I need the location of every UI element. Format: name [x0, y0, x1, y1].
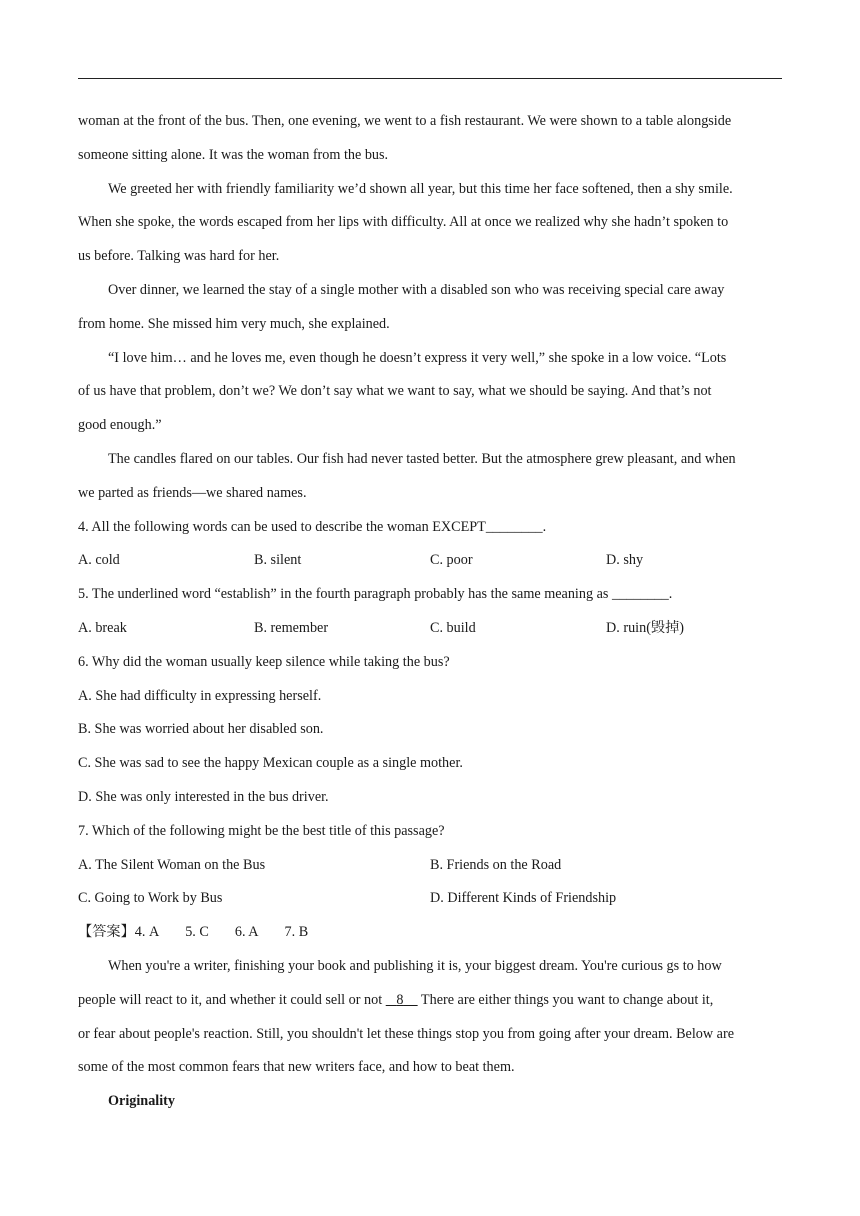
question-5	[78, 578, 784, 646]
text-line: Over dinner, we learned the stay of a single mother with a disabled son who was receiving special care away	[108, 281, 725, 298]
text-line: woman at the front of the bus. Then, one evening, we went to a fish restaurant. We were shown to a table alongside	[78, 113, 732, 129]
option-row	[78, 544, 784, 578]
answer-item: 4. A	[134, 924, 160, 941]
text-line: good enough.”	[78, 417, 162, 434]
text-line	[78, 984, 784, 1018]
question-stem: 5. The underlined word “establish” in the fourth paragraph probably has the same meaning as ________.	[78, 586, 673, 603]
header-rule	[78, 78, 782, 79]
option-d: D. She was only interested in the bus driver.	[78, 788, 329, 805]
document-body	[78, 105, 784, 1119]
option-a: A. She had difficulty in expressing herself.	[78, 687, 322, 704]
option-row	[78, 612, 784, 646]
text-line: some of the most common fears that new writers face, and how to beat them.	[78, 1059, 515, 1076]
text-line: us before. Talking was hard for her.	[78, 248, 280, 265]
option-d: D. shy	[606, 552, 644, 569]
text-line: from home. She missed him very much, she explained.	[78, 315, 390, 332]
text-line: someone sitting alone. It was the woman from the bus.	[78, 146, 389, 163]
option-a: A. cold	[78, 552, 120, 569]
question-stem: 7. Which of the following might be the best title of this passage?	[78, 822, 445, 839]
option-a: A. break	[78, 619, 127, 636]
option-c: C. poor	[430, 552, 473, 569]
answer-item: 5. C	[185, 924, 209, 941]
answer-item: 7. B	[284, 924, 309, 941]
option-b: B. She was worried about her disabled son.	[78, 721, 324, 738]
option-b: B. remember	[254, 619, 329, 636]
section-heading: Originality	[108, 1093, 175, 1110]
text-line: When she spoke, the words escaped from her lips with difficulty. All at once we realized why she hadn’t spoken to	[78, 214, 729, 231]
option-d: D. ruin(毁掉)	[606, 619, 685, 636]
text-segment: people will react to it, and whether it could sell or not	[78, 991, 386, 1008]
text-line: or fear about people's reaction. Still, you shouldn't let these things stop you from going after your dream. Below are	[78, 1025, 735, 1042]
question-stem: 4. All the following words can be used to describe the woman EXCEPT________.	[78, 518, 547, 535]
option-b: B. Friends on the Road	[430, 856, 562, 873]
passage-1	[78, 105, 784, 511]
text-line: The candles flared on our tables. Our fish had never tasted better. But the atmosphere grew pleasant, and when	[108, 450, 736, 467]
passage-2	[78, 950, 784, 1119]
text-line: When you're a writer, finishing your book and publishing it is, your biggest dream. You're curious gs to how	[108, 957, 722, 974]
text-line: We greeted her with friendly familiarity we’d shown all year, but this time her face softened, then a shy smile.	[108, 180, 733, 197]
text-segment: There are either things you want to change about it,	[417, 991, 714, 1008]
blank-8	[386, 992, 418, 1008]
option-a: A. The Silent Woman on the Bus	[78, 856, 266, 873]
question-7	[78, 815, 784, 916]
question-6	[78, 646, 784, 815]
option-b: B. silent	[254, 552, 302, 569]
answer-key	[78, 916, 784, 950]
text-line: “I love him… and he loves me, even though he doesn’t express it very well,” she spoke in a low voice. “Lots	[108, 349, 727, 366]
option-d: D. Different Kinds of Friendship	[430, 890, 617, 907]
text-line: we parted as friends—we shared names.	[78, 484, 307, 501]
option-row	[78, 849, 784, 883]
option-row	[78, 882, 784, 916]
answer-item: 6. A	[234, 924, 259, 941]
option-c: C. She was sad to see the happy Mexican couple as a single mother.	[78, 755, 463, 772]
text-line: of us have that problem, don’t we? We don’t say what we want to say, what we should be saying. And that’s not	[78, 383, 712, 400]
option-c: C. build	[430, 619, 476, 636]
question-stem: 6. Why did the woman usually keep silence while taking the bus?	[78, 653, 450, 670]
answer-label: 【答案】	[78, 924, 135, 941]
option-c: C. Going to Work by Bus	[78, 890, 223, 907]
blank-number: 8	[396, 991, 404, 1008]
question-4	[78, 511, 784, 579]
